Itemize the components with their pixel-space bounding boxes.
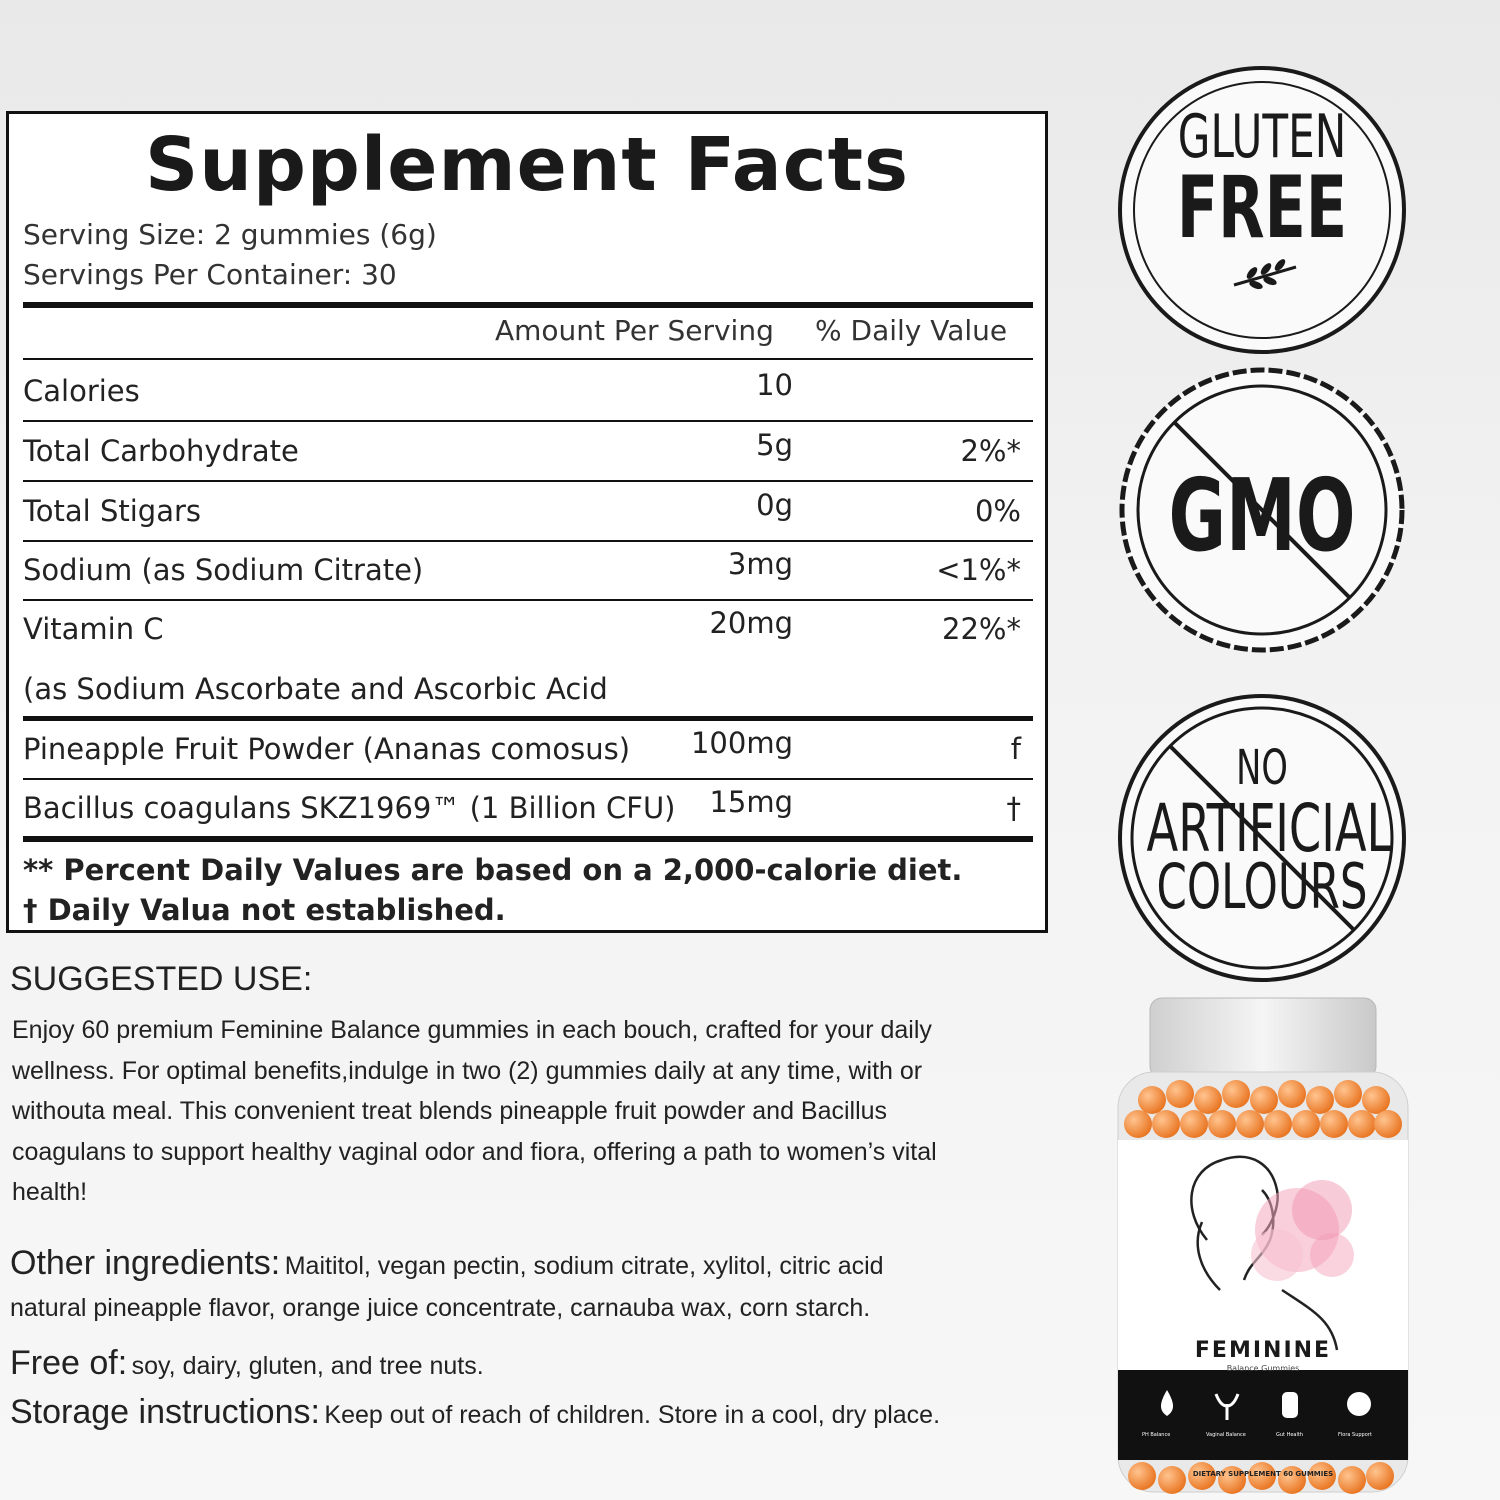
- bottle-icon-label: Flora Support: [1338, 1432, 1372, 1438]
- other-ingredients: [10, 1244, 884, 1283]
- thick-divider: [23, 836, 1033, 842]
- bottle-shape: [1112, 990, 1412, 1500]
- divider: [23, 599, 1033, 601]
- suggested-use-line: wellness. For optimal benefits,indulge in two (2) gummies daily at any time, with or: [12, 1056, 923, 1085]
- row-amount: 0g: [756, 488, 793, 522]
- divider: [23, 420, 1033, 422]
- suggested-use-line: Enjoy 60 premium Feminine Balance gummies in each bouch, crafted for your daily: [12, 1016, 932, 1044]
- row-name: Calories: [23, 374, 140, 408]
- bottle-icon-label: PH Balance: [1142, 1432, 1171, 1438]
- other-ingredients-line1: Maititol, vegan pectin, sodium citrate, xylitol, citric acid: [284, 1252, 884, 1280]
- non-gmo-badge: [1114, 362, 1410, 658]
- row-name: Total Carbohydrate: [23, 434, 299, 468]
- badge-text: ARTIFICIAL: [1146, 790, 1393, 867]
- no-artificial-colours-badge: [1114, 690, 1410, 986]
- storage-instructions: [10, 1393, 940, 1432]
- divider: [23, 778, 1033, 780]
- row-amount: 5g: [756, 428, 793, 462]
- row-amount: 3mg: [727, 547, 793, 581]
- divider: [23, 358, 1033, 360]
- row-amount: 100mg: [690, 726, 793, 760]
- other-ingredients-line2: natural pineapple flavor, orange juice concentrate, carnauba wax, corn starch.: [10, 1294, 871, 1322]
- free-of: [10, 1344, 484, 1383]
- row-amount: 10: [756, 368, 793, 402]
- row-dv: <1%*: [936, 553, 1021, 587]
- facts-title: Supplement Facts: [144, 122, 910, 208]
- row-note: (as Sodium Ascorbate and Ascorbic Acid: [23, 672, 608, 706]
- row-name: Total Stigars: [23, 494, 201, 528]
- row-name: Bacillus coagulans SKZ1969™ (1 Billion CFU): [23, 791, 676, 825]
- free-of-label: Free of:: [10, 1344, 128, 1382]
- storage-label: Storage instructions:: [10, 1393, 320, 1431]
- divider: [23, 540, 1033, 542]
- suggested-use-text: [12, 1010, 1052, 1213]
- badge-text: NO: [1236, 740, 1288, 796]
- supplement-facts-panel: [6, 111, 1048, 933]
- badge-text: COLOURS: [1156, 850, 1368, 923]
- row-amount: 20mg: [709, 606, 793, 640]
- col-dv-header: % Daily Value: [815, 314, 1008, 347]
- bottle-icon-label: Gut Health: [1276, 1432, 1304, 1438]
- row-dv: †: [1006, 791, 1021, 825]
- suggested-use-line: health!: [12, 1178, 88, 1206]
- col-amount-header: Amount Per Serving: [495, 314, 774, 347]
- row-name: Pineapple Fruit Powder (Ananas comosus): [23, 732, 631, 766]
- wheat-icon: [1230, 257, 1300, 291]
- row-dv: 0%: [974, 494, 1021, 528]
- serving-size: Serving Size: 2 gummies (6g): [23, 218, 437, 251]
- bottle-footer: DIETARY SUPPLEMENT 60 GUMMIES: [1192, 1470, 1334, 1478]
- product-bottle: [1112, 990, 1412, 1500]
- badge-text: GLUTEN: [1177, 102, 1347, 172]
- row-name: Sodium (as Sodium Citrate): [23, 553, 424, 587]
- gluten-free-badge: [1114, 62, 1410, 358]
- gut-icon: [1282, 1392, 1298, 1418]
- suggested-use-heading: SUGGESTED USE:: [10, 960, 313, 998]
- row-name: Vitamin C: [23, 612, 164, 646]
- suggested-use-line: coagulans to support healthy vaginal odor and fiora, offering a path to women’s vital: [12, 1137, 937, 1166]
- bottle-subtitle: Balance Gummies: [1226, 1364, 1300, 1373]
- row-amount: 15mg: [709, 785, 793, 819]
- flora-icon: [1347, 1392, 1371, 1416]
- bottle-icon-label: Vaginal Balance: [1206, 1432, 1246, 1438]
- free-of-value: soy, dairy, gluten, and tree nuts.: [131, 1352, 484, 1380]
- row-dv: 2%*: [960, 434, 1021, 468]
- divider: [23, 480, 1033, 482]
- badge-text: FREE: [1176, 158, 1348, 258]
- badge-text: GMO: [1168, 457, 1356, 574]
- row-dv: 22%*: [942, 612, 1021, 646]
- row-dv: f: [1010, 732, 1021, 766]
- thick-divider: [23, 302, 1033, 308]
- other-ingredients-label: Other ingredients:: [10, 1244, 281, 1282]
- footnote-not-established: † Daily Valua not established.: [23, 893, 506, 927]
- storage-value: Keep out of reach of children. Store in a cool, dry place.: [324, 1401, 941, 1429]
- suggested-use-line: withouta meal. This convenient treat blends pineapple fruit powder and Bacillus: [12, 1097, 888, 1125]
- footnote-daily-values: ** Percent Daily Values are based on a 2,000-calorie diet.: [23, 853, 963, 887]
- bottle-brand: FEMININE: [1194, 1338, 1332, 1363]
- thick-divider: [23, 716, 1033, 721]
- servings-per-container: Servings Per Container: 30: [23, 258, 397, 291]
